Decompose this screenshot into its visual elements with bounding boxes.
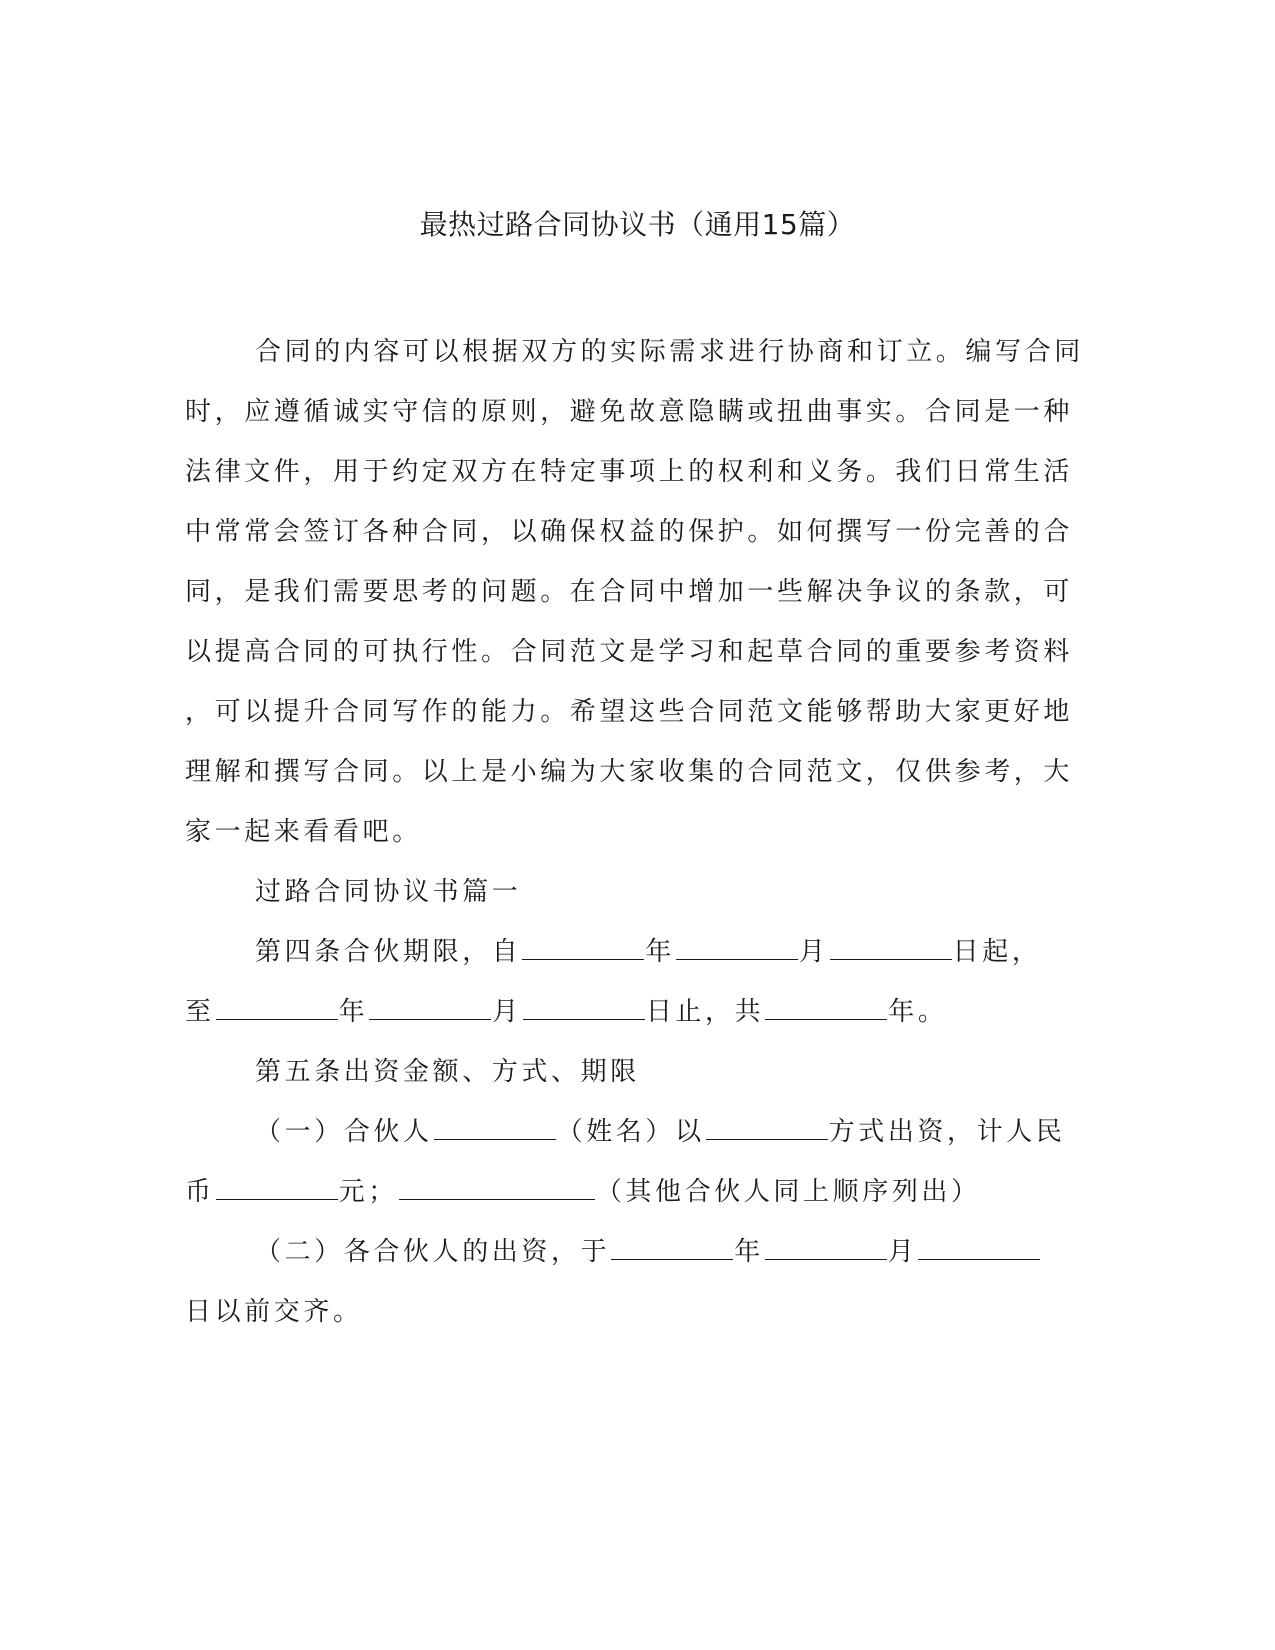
article5-text: 币 (185, 1177, 215, 1207)
article4-text: 月 (799, 937, 829, 967)
fill-blank-line (918, 1237, 1040, 1260)
article5-heading: 第五条出资金额、方式、期限 (255, 1057, 640, 1087)
fill-blank-line (399, 1177, 595, 1200)
intro-line: 同，是我们需要思考的问题。在合同中增加一些解决争议的条款，可 (185, 577, 1074, 607)
fill-blank-line (765, 997, 887, 1020)
fill-blank-line (216, 1177, 338, 1200)
intro-line: 中常常会签订各种合同，以确保权益的保护。如何撰写一份完善的合 (185, 517, 1074, 547)
fill-blank-line (830, 937, 952, 960)
article5-item2-line1 (185, 1222, 1075, 1282)
intro-line: 时，应遵循诚实守信的原则，避免故意隐瞒或扭曲事实。合同是一种 (185, 397, 1074, 427)
article5-text: 年 (734, 1237, 764, 1267)
intro-line: 法律文件，用于约定双方在特定事项上的权利和义务。我们日常生活 (185, 457, 1074, 487)
article5-text: （一）合伙人 (255, 1117, 433, 1147)
fill-blank-line (676, 937, 798, 960)
article4-text: 年。 (888, 997, 948, 1027)
intro-line: ，可以提升合同写作的能力。希望这些合同范文能够帮助大家更好地 (185, 697, 1074, 727)
article5-text: （姓名）以 (556, 1117, 705, 1147)
fill-blank-line (522, 937, 644, 960)
document-body (185, 322, 1084, 1342)
article4-text: 日止，共 (645, 997, 765, 1027)
article4-text: 至 (185, 997, 215, 1027)
fill-blank-line (523, 997, 645, 1020)
intro-line: 合同的内容可以根据双方的实际需求进行协商和订立。编写合同 (255, 337, 1084, 367)
fill-blank-line (706, 1117, 828, 1140)
article5-text: 方式出资，计人民 (828, 1117, 1066, 1147)
fill-blank-line (765, 1237, 887, 1260)
section-heading: 过路合同协议书篇一 (255, 877, 522, 907)
document-title: 最热过路合同协议书（通用15篇） (419, 208, 856, 241)
article4-line2 (185, 982, 1075, 1042)
intro-line: 理解和撰写合同。以上是小编为大家收集的合同范文，仅供参考，大 (185, 757, 1074, 787)
fill-blank-line (369, 997, 491, 1020)
article4-line1 (185, 922, 1075, 982)
article5-text: 月 (887, 1237, 918, 1267)
article5-text: 元； (338, 1177, 398, 1207)
fill-blank-line (434, 1117, 556, 1140)
article4-text: 年 (338, 997, 369, 1027)
intro-line: 家一起来看看吧。 (185, 817, 422, 847)
article5-text: （二）各合伙人的出资，于 (255, 1237, 611, 1267)
article4-text: 月 (492, 997, 522, 1027)
article5-item2-line2: 日以前交齐。 (185, 1297, 363, 1327)
fill-blank-line (216, 997, 338, 1020)
article5-text: （其他合伙人同上顺序列出） (595, 1177, 981, 1207)
article4-text: 日起， (952, 937, 1042, 967)
article4-text: 年 (645, 937, 676, 967)
article4-text: 第四条合伙期限，自 (255, 937, 522, 967)
article5-item1-line1 (185, 1102, 1075, 1162)
article5-item1-line2 (185, 1162, 1075, 1222)
fill-blank-line (611, 1237, 733, 1260)
intro-line: 以提高合同的可执行性。合同范文是学习和起草合同的重要参考资料 (185, 637, 1074, 667)
